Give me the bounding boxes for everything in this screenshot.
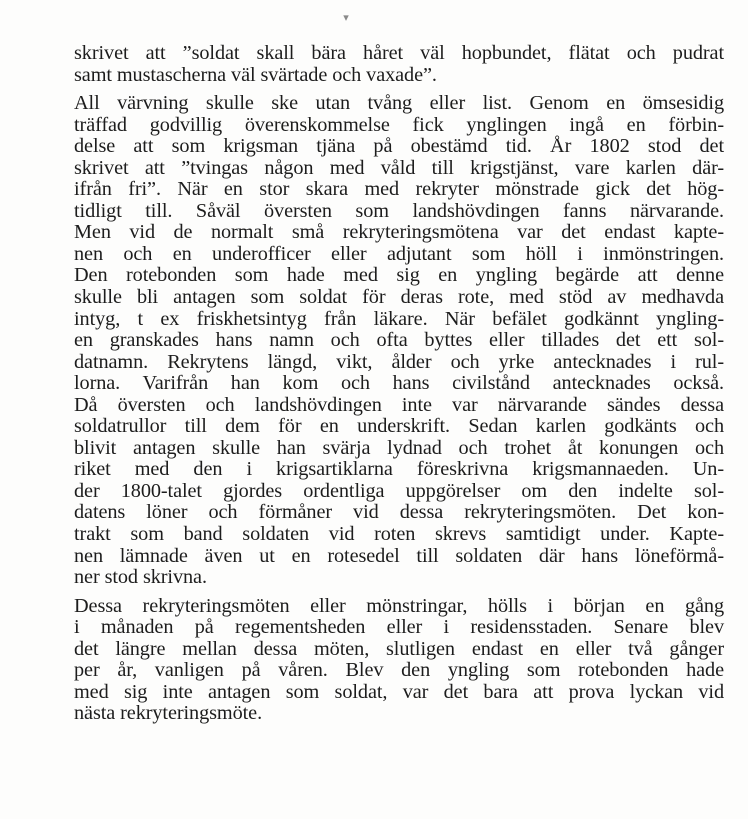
paragraph	[74, 93, 724, 589]
body-text	[74, 43, 724, 725]
text-line: delse att som krigsman tjäna på obestämd tid. År 1802 stod det	[74, 135, 724, 158]
paragraph	[74, 43, 724, 86]
page-top-mark: ▾	[343, 12, 349, 24]
text-line: nen och en underofficer eller adjutant som höll i inmönstringen.	[74, 242, 724, 265]
text-line: nen lämnade även ut en rotesedel till soldaten där hans löneförmå-	[74, 544, 724, 567]
text-line: med sig inte antagen som soldat, var det bara att prova lyckan vid	[74, 680, 724, 703]
text-line: ifrån fri”. När en stor skara med rekryter mönstrade gick det hög-	[74, 178, 724, 201]
paragraph	[74, 596, 724, 725]
text-line: skrivet att ”soldat skall bära håret väl hopbundet, flätat och pudrat	[74, 42, 724, 64]
text-line: ner stod skrivna.	[74, 566, 207, 589]
text-line: Då översten och landshövdingen inte var närvarande sändes dessa	[74, 393, 724, 416]
text-line: nästa rekryteringsmöte.	[74, 702, 263, 725]
text-line: Men vid de normalt små rekryteringsmötena var det endast kapte-	[74, 221, 724, 244]
text-line: i månaden på regementsheden eller i residensstaden. Senare blev	[74, 616, 724, 639]
text-line: riket med den i krigsartiklarna föreskrivna krigsmannaeden. Un-	[74, 458, 724, 481]
text-line: Den rotebonden som hade med sig en yngling begärde att denne	[74, 264, 724, 287]
text-line: soldatrullor till dem för en underskrift. Sedan karlen godkänts och	[74, 415, 724, 438]
text-line: der 1800-talet gjordes ordentliga uppgörelser om den indelte sol-	[74, 479, 724, 502]
text-line: tidligt till. Såväl översten som landshövdingen fanns närvarande.	[74, 199, 724, 222]
text-line: blivit antagen skulle han svärja lydnad och trohet åt konungen och	[74, 436, 724, 459]
text-line: All värvning skulle ske utan tvång eller list. Genom en ömsesidig	[74, 92, 724, 115]
text-line: samt mustascherna väl svärtade och vaxade”.	[74, 63, 437, 86]
text-line: träffad godvillig överenskommelse fick ynglingen ingå en förbin-	[74, 113, 724, 136]
text-line: datens löner och förmåner vid dessa rekryteringsmöten. Det kon-	[74, 501, 724, 524]
text-line: datnamn. Rekrytens längd, vikt, ålder och yrke antecknades i rul-	[74, 350, 724, 373]
text-line: trakt som band soldaten vid roten skrevs samtidigt under. Kapte-	[74, 523, 724, 546]
text-line: lorna. Varifrån han kom och hans civilstånd antecknades också.	[74, 372, 724, 395]
text-line: intyg, t ex friskhetsintyg från läkare. När befälet godkännt yngling-	[74, 307, 724, 330]
text-line: skrivet att ”tvingas någon med våld till krigstjänst, vare karlen där-	[74, 156, 724, 179]
text-line: en granskades hans namn och ofta byttes eller tillades det ett sol-	[74, 329, 724, 352]
text-line: Dessa rekryteringsmöten eller mönstringar, hölls i början en gång	[74, 594, 724, 617]
text-line: skulle bli antagen som soldat för deras rote, med stöd av medhavda	[74, 286, 724, 309]
text-line: det längre mellan dessa möten, slutligen endast en eller två gånger	[74, 637, 724, 660]
text-line: per år, vanligen på våren. Blev den yngling som rotebonden hade	[74, 659, 724, 682]
